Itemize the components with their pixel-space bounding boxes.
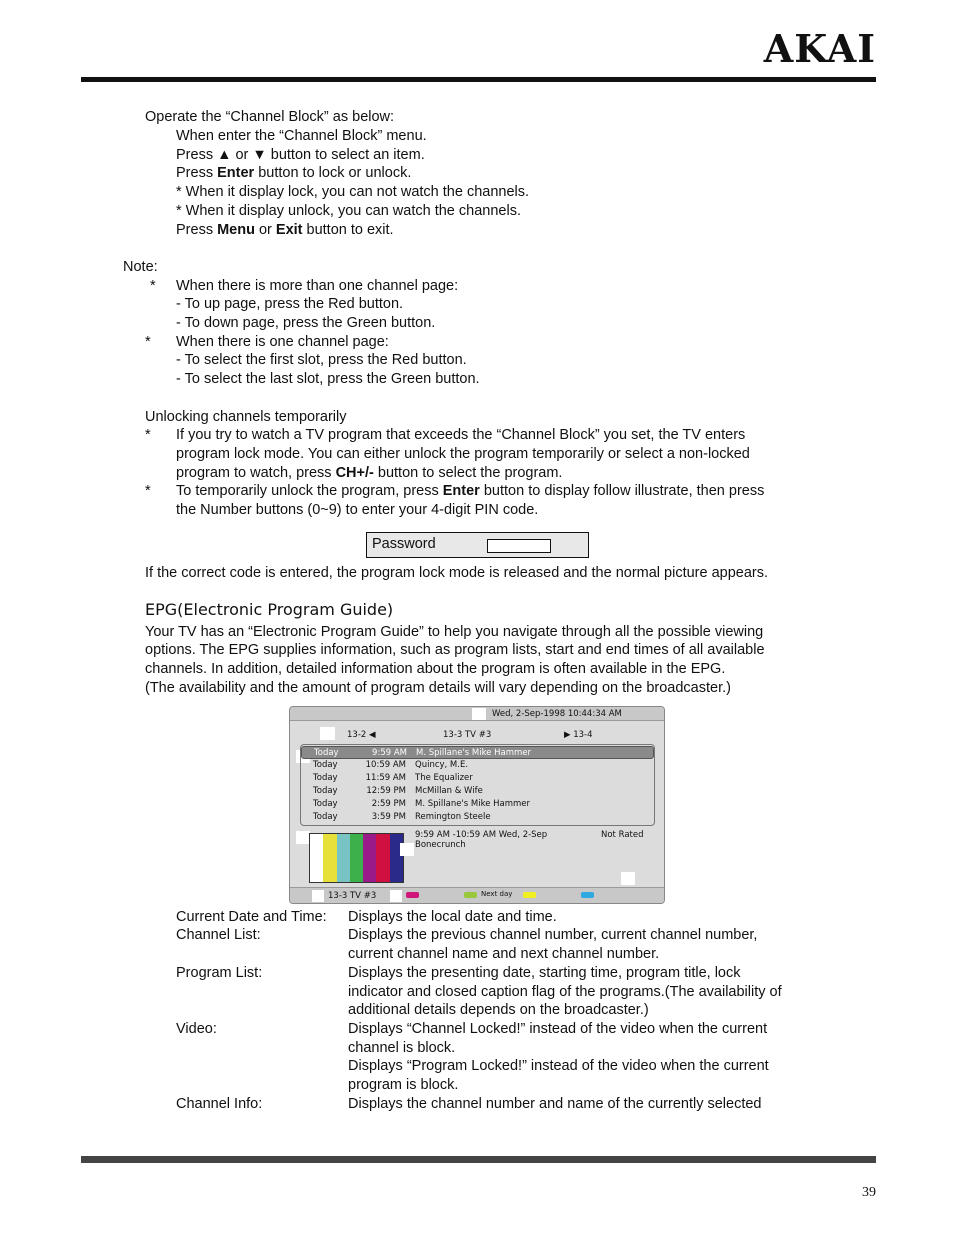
note-bullet-2-a: - To select the first slot, press the Red button. xyxy=(176,352,467,368)
program-day: Today xyxy=(314,748,339,758)
epg-program-list xyxy=(300,744,655,826)
akai-logo: AKAI xyxy=(763,26,876,71)
unlock-mark-2: * xyxy=(145,483,151,499)
unlock-after: If the correct code is entered, the program lock mode is released and the normal picture appears. xyxy=(145,565,769,581)
epg-program-time: 9:59 AM -10:59 AM Wed, 2-Sep xyxy=(415,830,548,840)
unlock-p1-line-2: program lock mode. You can either unlock the program temporarily or select a non-locked xyxy=(176,446,750,462)
epg-datetime: Wed, 2-Sep-1998 10:44:34 AM xyxy=(492,709,622,719)
legend-desc-channel-list-1: Displays the previous channel number, current channel number, xyxy=(348,927,758,943)
yellow-button-icon[interactable] xyxy=(523,892,536,898)
channel-block-step-3: Press Enter button to lock or unlock. xyxy=(176,165,412,181)
unlock-p2-line-2: the Number buttons (0~9) to enter your 4-digit PIN code. xyxy=(176,502,539,518)
program-time: 10:59 AM xyxy=(365,760,406,770)
epg-heading: EPG(Electronic Program Guide) xyxy=(145,600,394,619)
epg-current-channel: 13-3 TV #3 xyxy=(443,730,492,740)
program-title: McMillan & Wife xyxy=(415,786,483,796)
video-color-bars xyxy=(309,833,404,883)
legend-desc-video-2: channel is block. xyxy=(348,1040,456,1056)
channel-block-step-4: * When it display lock, you can not watch the channels. xyxy=(176,184,530,200)
epg-paragraph-line-2: options. The EPG supplies information, such as program lists, start and end times of all available xyxy=(145,642,765,658)
epg-next-channel[interactable]: ▶ 13-4 xyxy=(564,730,593,740)
green-button-icon[interactable] xyxy=(464,892,477,898)
legend-desc-channel-list-2: current channel name and next channel number. xyxy=(348,946,660,962)
red-button-icon[interactable] xyxy=(406,892,419,898)
note-bullet-1-a: - To up page, press the Red button. xyxy=(176,296,404,312)
epg-program-row[interactable] xyxy=(301,785,654,798)
callout-marker xyxy=(621,872,635,885)
legend-desc-channel-info-1: Displays the channel number and name of the currently selected xyxy=(348,1096,762,1112)
channel-block-intro: Operate the “Channel Block” as below: xyxy=(145,109,395,125)
callout-marker xyxy=(390,890,402,902)
legend-desc-video-4: program is block. xyxy=(348,1077,459,1093)
unlock-mark-1: * xyxy=(145,427,151,443)
channel-block-step-2: Press ▲ or ▼ button to select an item. xyxy=(176,147,425,163)
color-bar xyxy=(350,834,363,882)
note-bullet-1-mark: * xyxy=(150,278,156,294)
legend-desc-video-1: Displays “Channel Locked!” instead of the video when the current xyxy=(348,1021,768,1037)
program-title: The Equalizer xyxy=(415,773,473,783)
epg-paragraph-line-1: Your TV has an “Electronic Program Guide” to help you navigate through all the possible viewing xyxy=(145,624,764,640)
epg-screen xyxy=(289,706,665,904)
epg-program-row[interactable] xyxy=(301,746,654,759)
note-label: Note: xyxy=(123,259,158,275)
legend-desc-program-list-1: Displays the presenting date, starting time, program title, lock xyxy=(348,965,741,981)
channel-block-step-5: * When it display unlock, you can watch the channels. xyxy=(176,203,521,219)
program-day: Today xyxy=(313,773,338,783)
epg-program-name: Bonecrunch xyxy=(415,840,466,850)
epg-paragraph-line-3: channels. In addition, detailed information about the program is often available in the EPG. xyxy=(145,661,726,677)
epg-program-row[interactable] xyxy=(301,811,654,824)
legend-term-video: Video: xyxy=(176,1021,217,1037)
channel-block-step-6: Press Menu or Exit button to exit. xyxy=(176,222,394,238)
program-day: Today xyxy=(313,799,338,809)
epg-bottombar xyxy=(290,887,664,903)
next-day-label: Next day xyxy=(481,890,513,898)
callout-marker xyxy=(296,831,310,844)
legend-desc-program-list-3: additional details depends on the broadcaster.) xyxy=(348,1002,649,1018)
program-title: Quincy, M.E. xyxy=(415,760,469,770)
blue-button-icon[interactable] xyxy=(581,892,594,898)
program-time: 12:59 PM xyxy=(366,786,406,796)
program-day: Today xyxy=(313,812,338,822)
callout-marker xyxy=(320,727,335,740)
program-title: Remington Steele xyxy=(415,812,491,822)
note-bullet-2: When there is one channel page: xyxy=(176,334,389,350)
program-title: M. Spillane's Mike Hammer xyxy=(415,799,531,809)
color-bar xyxy=(337,834,350,882)
legend-term-date-time: Current Date and Time: xyxy=(176,909,327,925)
legend-term-channel-list: Channel List: xyxy=(176,927,261,943)
legend-desc-video-3: Displays “Program Locked!” instead of the video when the current xyxy=(348,1058,769,1074)
epg-program-row[interactable] xyxy=(301,772,654,785)
epg-prev-channel[interactable]: 13-2 ◀ xyxy=(347,730,376,740)
legend-desc-date-time: Displays the local date and time. xyxy=(348,909,557,925)
color-bar xyxy=(376,834,389,882)
callout-marker xyxy=(472,708,486,720)
unlock-heading: Unlocking channels temporarily xyxy=(145,409,347,425)
note-bullet-2-mark: * xyxy=(145,334,151,350)
header-rule xyxy=(81,77,876,82)
legend-term-program-list: Program List: xyxy=(176,965,263,981)
note-bullet-2-b: - To select the last slot, press the Green button. xyxy=(176,371,480,387)
program-time: 11:59 AM xyxy=(365,773,406,783)
program-time: 2:59 PM xyxy=(371,799,406,809)
unlock-p2-line-1: To temporarily unlock the program, press Enter button to display follow illustrate, then press xyxy=(176,483,765,499)
callout-marker xyxy=(312,890,324,902)
unlock-p1-line-3: program to watch, press CH+/- button to select the program. xyxy=(176,465,563,481)
epg-topbar xyxy=(290,707,664,721)
legend-desc-program-list-2: indicator and closed caption flag of the programs.(The availability of xyxy=(348,984,782,1000)
color-bar xyxy=(390,834,403,882)
password-field[interactable] xyxy=(487,539,551,553)
password-dialog xyxy=(366,532,589,558)
note-bullet-1: When there is more than one channel page: xyxy=(176,278,459,294)
color-bar xyxy=(323,834,336,882)
color-bar xyxy=(363,834,376,882)
unlock-p1-line-1: If you try to watch a TV program that exceeds the “Channel Block” you set, the TV enters xyxy=(176,427,746,443)
legend-term-channel-info: Channel Info: xyxy=(176,1096,263,1112)
epg-rating: Not Rated xyxy=(601,830,644,840)
note-bullet-1-b: - To down page, press the Green button. xyxy=(176,315,436,331)
program-day: Today xyxy=(313,760,338,770)
epg-channel-info: 13-3 TV #3 xyxy=(328,891,377,901)
callout-marker xyxy=(400,843,414,856)
epg-program-row[interactable] xyxy=(301,759,654,772)
channel-block-step-1: When enter the “Channel Block” menu. xyxy=(176,128,427,144)
page-number: 39 xyxy=(862,1185,876,1200)
epg-paragraph-line-4: (The availability and the amount of program details will vary depending on the broadcaster.) xyxy=(145,680,731,696)
program-time: 3:59 PM xyxy=(371,812,406,822)
color-bar xyxy=(310,834,323,882)
footer-rule xyxy=(81,1156,876,1163)
program-title: M. Spillane's Mike Hammer xyxy=(416,748,532,758)
epg-program-row[interactable] xyxy=(301,798,654,811)
password-label: Password xyxy=(372,536,436,552)
program-time: 9:59 AM xyxy=(372,748,407,758)
program-day: Today xyxy=(313,786,338,796)
